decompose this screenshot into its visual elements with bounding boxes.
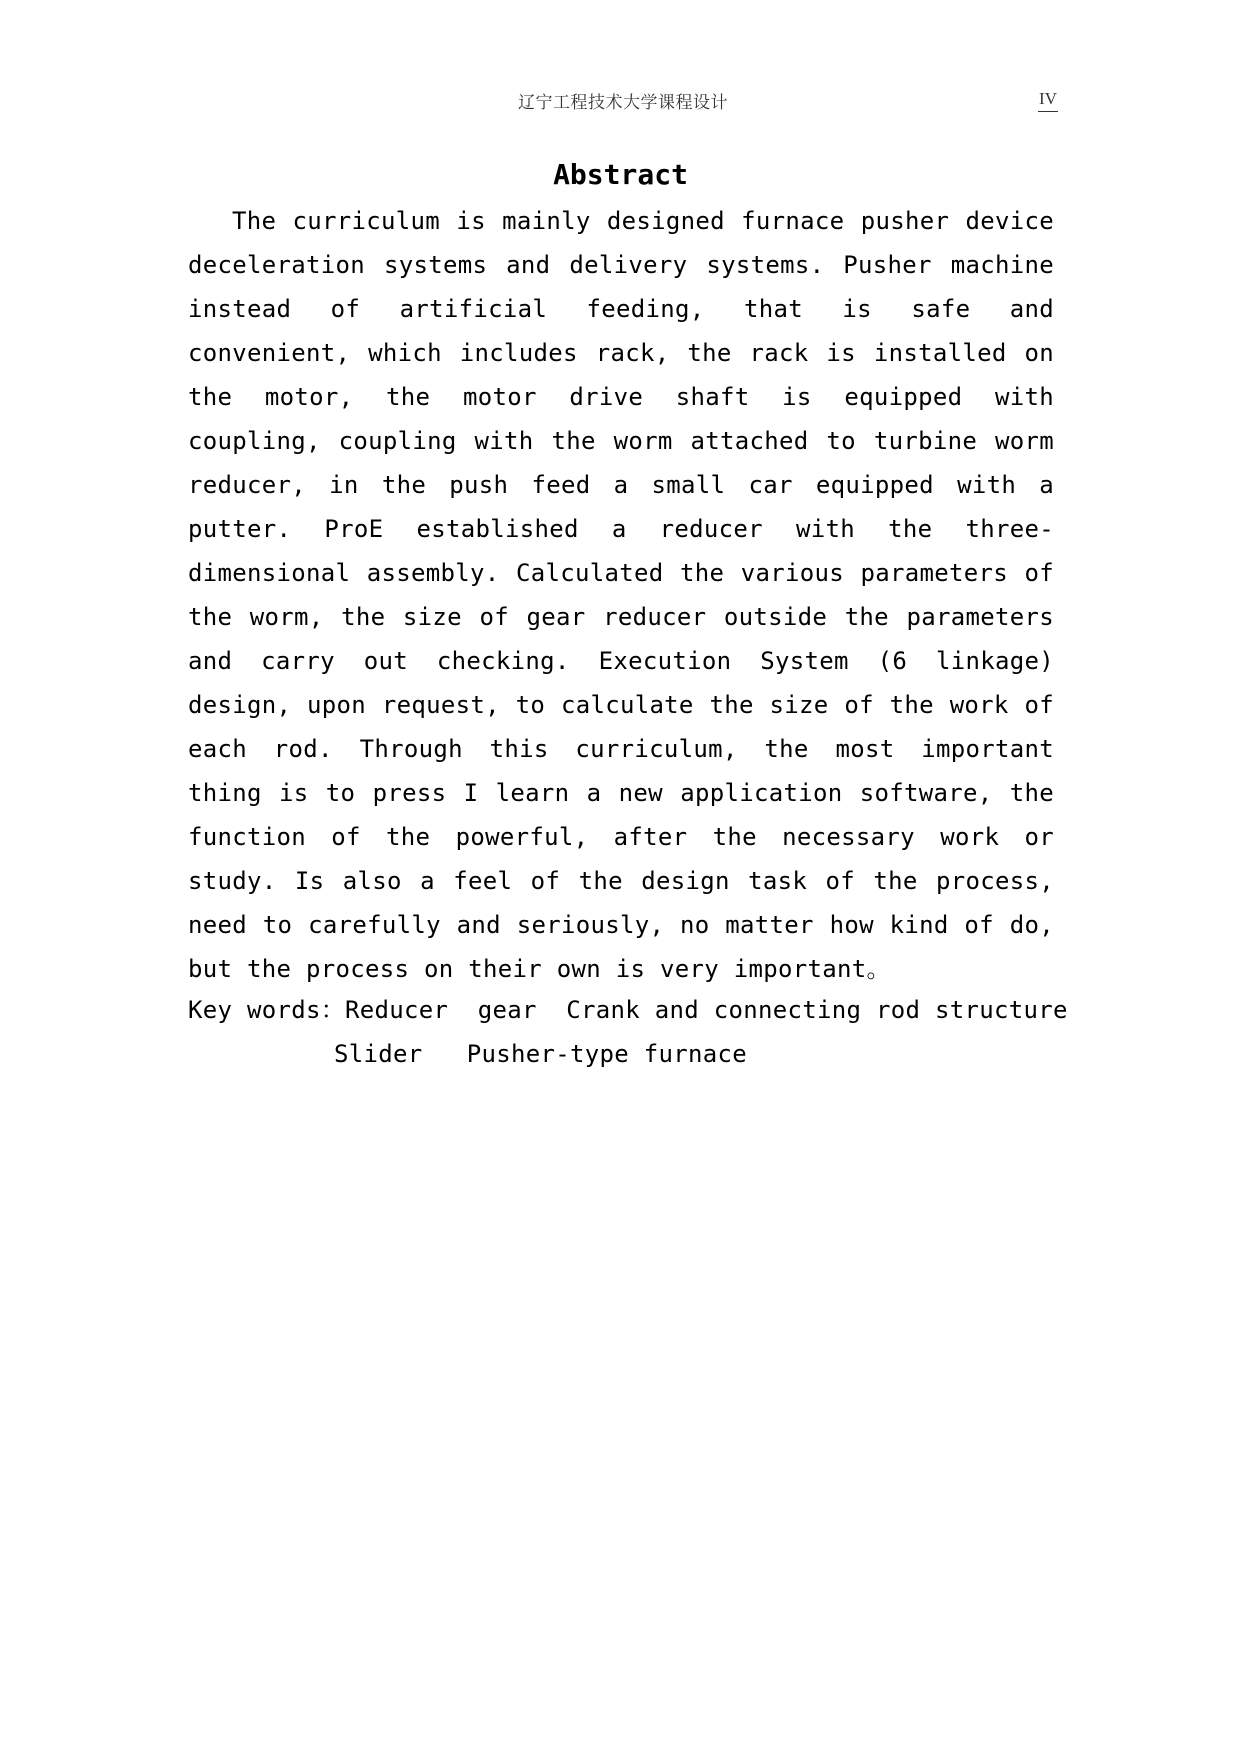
abstract-body: The curriculum is mainly designed furnace pusher device deceleration systems and delivery systems. Pusher machine instead of artificial feeding, that is safe and convenient, which includes rack, the rack is installed on the motor, the motor drive shaft is equipped with coupling, coupling with the worm attached to turbine worm reducer, in the push feed a small car equipped with a putter. ProE established a reducer with the three-dimensional assembly. Calculated the various parameters of the worm, the size of gear reducer outside the parameters and carry out checking. Execution System (6 linkage) design, upon request, to calculate the size of the work of each rod. Through this curriculum, the most important thing is to press I learn a new application software, the function of the powerful, after the necessary work or study. Is also a feel of the design task of the process, need to carefully and seriously, no matter how kind of do, but the process on their own is very important。 (188, 207, 1054, 983)
page-header (188, 88, 1058, 118)
keywords-label: Key words： (188, 996, 346, 1024)
keywords-list-2: Slider Pusher-type furnace (334, 1040, 747, 1068)
header-title: 辽宁工程技术大学课程设计 (518, 93, 728, 113)
page-number: IV (1038, 88, 1058, 112)
abstract-heading: Abstract (553, 158, 688, 191)
keywords-line-2 (188, 1032, 1088, 1076)
keywords-section (188, 988, 1088, 1076)
keywords-line-1 (188, 988, 1088, 1032)
keywords-list-1: Reducer gear Crank and connecting rod structure (345, 996, 1068, 1024)
